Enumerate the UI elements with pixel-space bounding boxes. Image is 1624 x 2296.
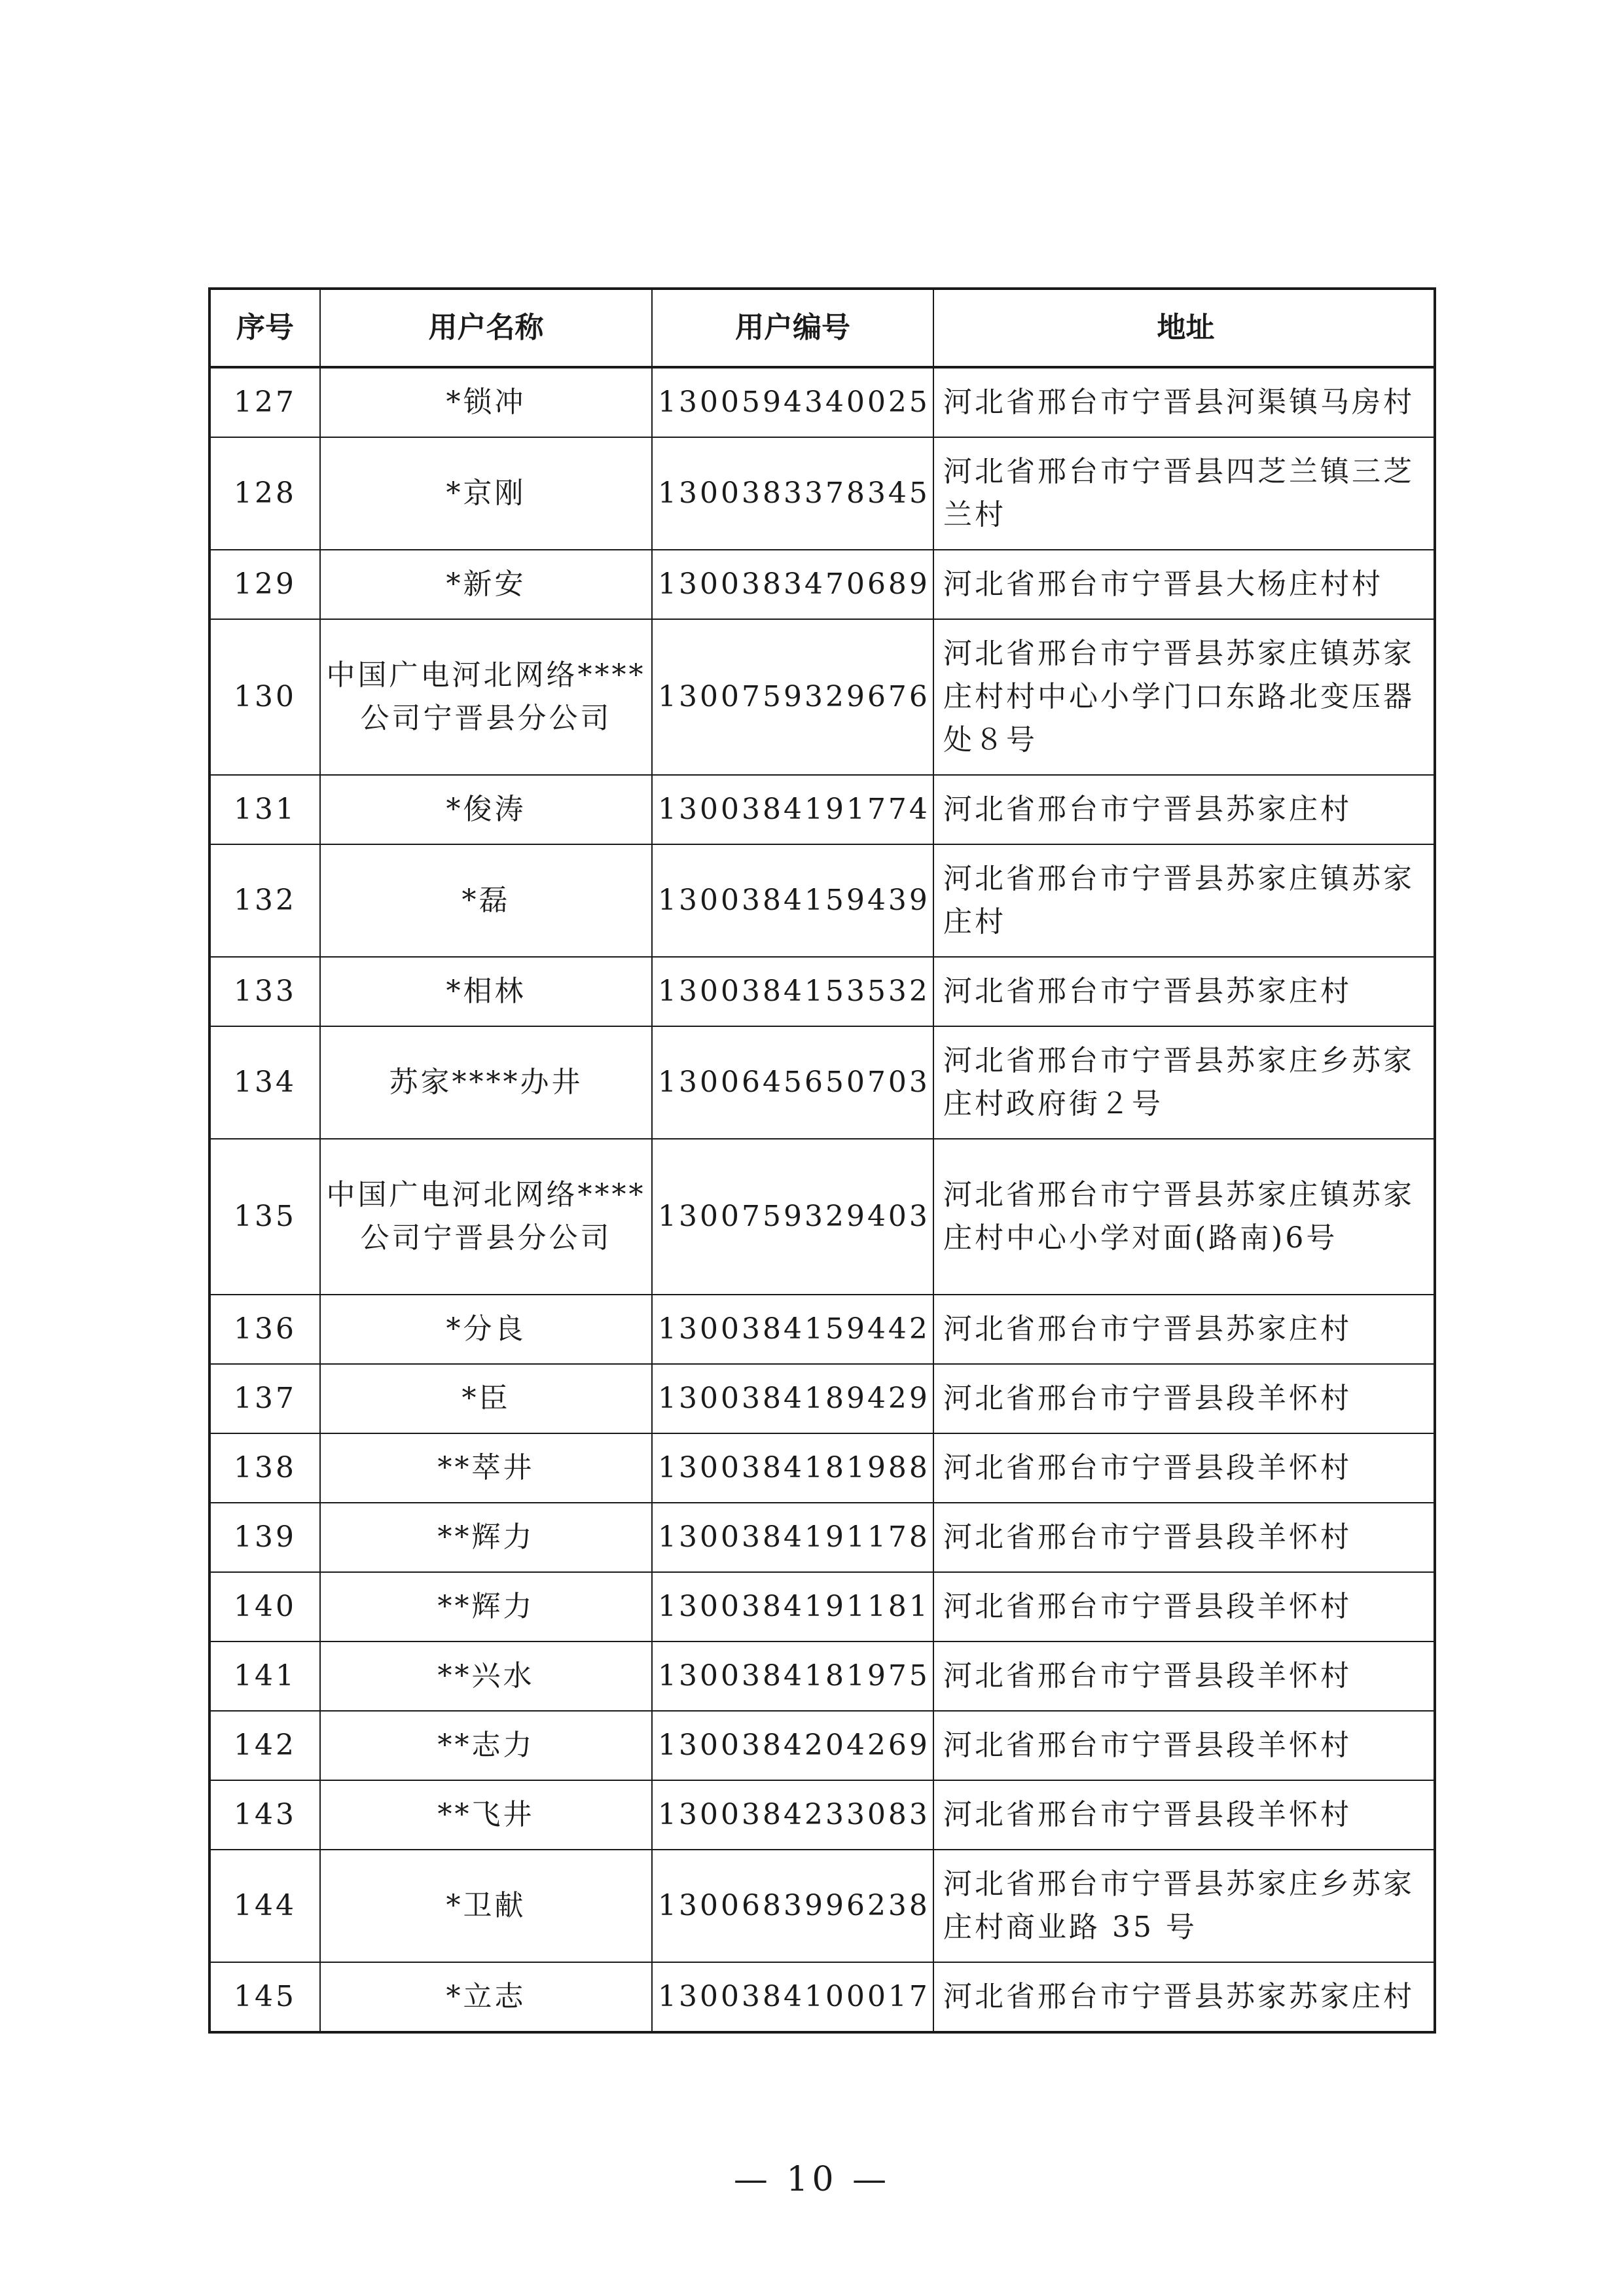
cell-user-id: 1300384191178 bbox=[652, 1503, 933, 1572]
table-row bbox=[209, 1295, 1435, 1364]
user-address-table bbox=[208, 287, 1436, 2034]
cell-address: 河北省邢台市宁晋县苏家庄镇苏家庄村中心小学对面(路南)6号 bbox=[933, 1139, 1435, 1295]
cell-user-name: 苏家****办井 bbox=[320, 1026, 652, 1139]
cell-user-name: **飞井 bbox=[320, 1780, 652, 1850]
cell-user-id: 1300683996238 bbox=[652, 1850, 933, 1962]
cell-address: 河北省邢台市宁晋县苏家庄乡苏家庄村政府街２号 bbox=[933, 1026, 1435, 1139]
cell-user-id: 1300384189429 bbox=[652, 1364, 933, 1433]
cell-address: 河北省邢台市宁晋县段羊怀村 bbox=[933, 1572, 1435, 1641]
cell-address: 河北省邢台市宁晋县苏家庄村 bbox=[933, 775, 1435, 844]
cell-user-id: 1300384191774 bbox=[652, 775, 933, 844]
cell-user-id: 1300384191181 bbox=[652, 1572, 933, 1641]
table-row bbox=[209, 1780, 1435, 1850]
cell-user-id: 1300594340025 bbox=[652, 367, 933, 437]
header-address: 地址 bbox=[933, 289, 1435, 367]
table-row bbox=[209, 775, 1435, 844]
table-row bbox=[209, 1641, 1435, 1711]
cell-address: 河北省邢台市宁晋县大杨庄村村 bbox=[933, 550, 1435, 619]
cell-seq: 144 bbox=[209, 1850, 320, 1962]
cell-seq: 127 bbox=[209, 367, 320, 437]
cell-user-name: *俊涛 bbox=[320, 775, 652, 844]
cell-address: 河北省邢台市宁晋县河渠镇马房村 bbox=[933, 367, 1435, 437]
cell-user-id: 1300383470689 bbox=[652, 550, 933, 619]
cell-seq: 133 bbox=[209, 957, 320, 1026]
cell-user-name: **辉力 bbox=[320, 1503, 652, 1572]
header-seq: 序号 bbox=[209, 289, 320, 367]
cell-address: 河北省邢台市宁晋县苏家庄镇苏家庄村 bbox=[933, 844, 1435, 957]
page-number: — 10 — bbox=[733, 2160, 891, 2199]
table-row bbox=[209, 957, 1435, 1026]
cell-seq: 134 bbox=[209, 1026, 320, 1139]
cell-user-id: 1300759329676 bbox=[652, 619, 933, 775]
table-row bbox=[209, 1139, 1435, 1295]
cell-seq: 131 bbox=[209, 775, 320, 844]
cell-user-name: *新安 bbox=[320, 550, 652, 619]
table-row bbox=[209, 1026, 1435, 1139]
cell-seq: 132 bbox=[209, 844, 320, 957]
cell-user-id: 1300384204269 bbox=[652, 1711, 933, 1780]
table-row bbox=[209, 1364, 1435, 1433]
cell-address: 河北省邢台市宁晋县段羊怀村 bbox=[933, 1503, 1435, 1572]
cell-seq: 140 bbox=[209, 1572, 320, 1641]
cell-address: 河北省邢台市宁晋县苏家庄村 bbox=[933, 957, 1435, 1026]
header-user-name: 用户名称 bbox=[320, 289, 652, 367]
cell-user-name: *臣 bbox=[320, 1364, 652, 1433]
table-row bbox=[209, 1433, 1435, 1503]
cell-user-name: *锁冲 bbox=[320, 367, 652, 437]
cell-user-id: 1300384233083 bbox=[652, 1780, 933, 1850]
table-row bbox=[209, 1572, 1435, 1641]
cell-seq: 130 bbox=[209, 619, 320, 775]
cell-seq: 145 bbox=[209, 1962, 320, 2032]
cell-seq: 128 bbox=[209, 437, 320, 550]
table-row bbox=[209, 1711, 1435, 1780]
table-header-row bbox=[209, 289, 1435, 367]
cell-seq: 138 bbox=[209, 1433, 320, 1503]
cell-address: 河北省邢台市宁晋县段羊怀村 bbox=[933, 1364, 1435, 1433]
cell-user-name: *分良 bbox=[320, 1295, 652, 1364]
table-row bbox=[209, 367, 1435, 437]
table-row bbox=[209, 1962, 1435, 2032]
table-row bbox=[209, 550, 1435, 619]
cell-user-name: *卫献 bbox=[320, 1850, 652, 1962]
cell-user-name: **兴水 bbox=[320, 1641, 652, 1711]
table-row bbox=[209, 619, 1435, 775]
cell-user-id: 1300384181975 bbox=[652, 1641, 933, 1711]
cell-address: 河北省邢台市宁晋县四芝兰镇三芝兰村 bbox=[933, 437, 1435, 550]
cell-seq: 136 bbox=[209, 1295, 320, 1364]
cell-user-id: 1300384181988 bbox=[652, 1433, 933, 1503]
cell-user-id: 1300383378345 bbox=[652, 437, 933, 550]
cell-seq: 135 bbox=[209, 1139, 320, 1295]
cell-address: 河北省邢台市宁晋县段羊怀村 bbox=[933, 1711, 1435, 1780]
cell-address: 河北省邢台市宁晋县苏家庄镇苏家庄村村中心小学门口东路北变压器处８号 bbox=[933, 619, 1435, 775]
cell-user-id: 1300384159439 bbox=[652, 844, 933, 957]
cell-address: 河北省邢台市宁晋县苏家庄乡苏家庄村商业路 35 号 bbox=[933, 1850, 1435, 1962]
cell-user-name: *相林 bbox=[320, 957, 652, 1026]
cell-seq: 129 bbox=[209, 550, 320, 619]
table-row bbox=[209, 844, 1435, 957]
cell-address: 河北省邢台市宁晋县段羊怀村 bbox=[933, 1780, 1435, 1850]
cell-address: 河北省邢台市宁晋县段羊怀村 bbox=[933, 1433, 1435, 1503]
cell-seq: 141 bbox=[209, 1641, 320, 1711]
cell-user-name: 中国广电河北网络****公司宁晋县分公司 bbox=[320, 1139, 652, 1295]
cell-user-name: *磊 bbox=[320, 844, 652, 957]
cell-user-id: 1300759329403 bbox=[652, 1139, 933, 1295]
cell-seq: 142 bbox=[209, 1711, 320, 1780]
cell-seq: 143 bbox=[209, 1780, 320, 1850]
table-row bbox=[209, 1850, 1435, 1962]
cell-address: 河北省邢台市宁晋县苏家庄村 bbox=[933, 1295, 1435, 1364]
cell-user-name: 中国广电河北网络****公司宁晋县分公司 bbox=[320, 619, 652, 775]
cell-user-name: **辉力 bbox=[320, 1572, 652, 1641]
cell-user-name: *立志 bbox=[320, 1962, 652, 2032]
cell-user-id: 1300384100017 bbox=[652, 1962, 933, 2032]
table-row bbox=[209, 1503, 1435, 1572]
cell-user-id: 1300645650703 bbox=[652, 1026, 933, 1139]
cell-seq: 139 bbox=[209, 1503, 320, 1572]
table-row bbox=[209, 437, 1435, 550]
cell-seq: 137 bbox=[209, 1364, 320, 1433]
cell-address: 河北省邢台市宁晋县苏家苏家庄村 bbox=[933, 1962, 1435, 2032]
cell-address: 河北省邢台市宁晋县段羊怀村 bbox=[933, 1641, 1435, 1711]
cell-user-name: *京刚 bbox=[320, 437, 652, 550]
cell-user-name: **萃井 bbox=[320, 1433, 652, 1503]
header-user-id: 用户编号 bbox=[652, 289, 933, 367]
cell-user-id: 1300384153532 bbox=[652, 957, 933, 1026]
cell-user-id: 1300384159442 bbox=[652, 1295, 933, 1364]
cell-user-name: **志力 bbox=[320, 1711, 652, 1780]
